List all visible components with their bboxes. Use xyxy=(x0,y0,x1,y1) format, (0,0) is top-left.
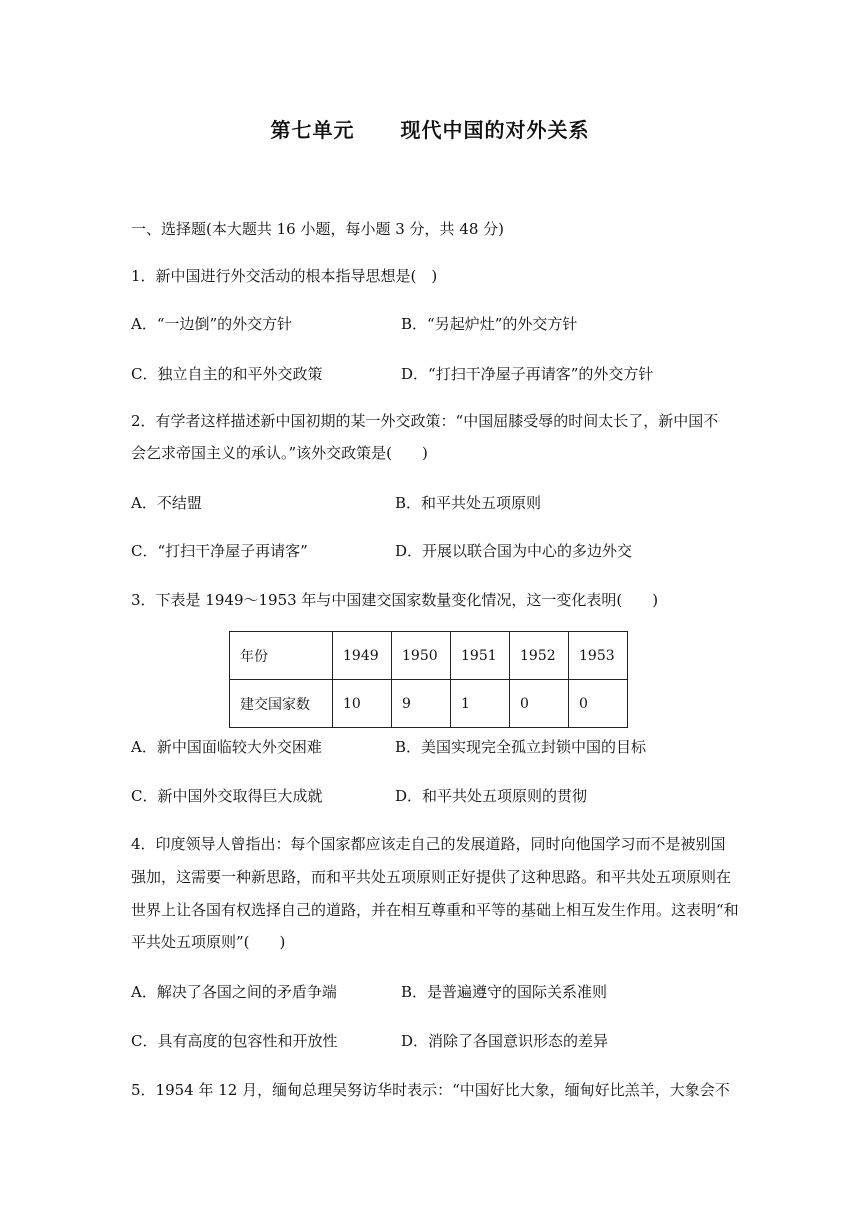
q4-option-a: A．解决了各国之间的矛盾争端 xyxy=(131,983,337,1001)
q4-option-b: B．是普遍遵守的国际关系准则 xyxy=(401,983,608,1001)
table-year-cell: 1953 xyxy=(569,632,628,680)
q4-stem-line-1: 4．印度领导人曾指出：每个国家都应该走自己的发展道路，同时向他国学习而不是被别国 xyxy=(131,835,726,853)
q3-option-a: A．新中国面临较大外交困难 xyxy=(131,738,322,756)
table-count-cell: 0 xyxy=(569,680,628,728)
q2-stem-line-1: 2．有学者这样描述新中国初期的某一外交政策：“中国屈膝受辱的时间太长了，新中国不 xyxy=(131,412,719,430)
table-year-cell: 1952 xyxy=(510,632,569,680)
q4-option-d: D．消除了各国意识形态的差异 xyxy=(401,1032,609,1050)
page-title xyxy=(0,114,860,143)
q3-option-c: C．新中国外交取得巨大成就 xyxy=(131,787,323,805)
table-header-label: 年份 xyxy=(230,632,333,680)
title-topic: 现代中国的对外关系 xyxy=(400,118,590,142)
q3-table xyxy=(229,631,628,728)
table-year-cell: 1949 xyxy=(333,632,392,680)
table-count-cell: 0 xyxy=(510,680,569,728)
q5-stem-line-1: 5．1954 年 12 月，缅甸总理吴努访华时表示：“中国好比大象，缅甸好比羔羊，大象会不 xyxy=(131,1081,730,1099)
q1-option-d: D．“打扫干净屋子再请客”的外交方针 xyxy=(401,365,654,383)
q1-option-b: B．“另起炉灶”的外交方针 xyxy=(401,315,578,333)
q2-stem-line-2: 会乞求帝国主义的承认。”该外交政策是( ) xyxy=(131,444,428,462)
table-row xyxy=(230,632,628,680)
q2-option-c: C．“打扫干净屋子再请客” xyxy=(131,542,308,560)
table-count-cell: 9 xyxy=(392,680,451,728)
q1-stem: 1．新中国进行外交活动的根本指导思想是( ) xyxy=(131,267,438,285)
q3-option-b: B．美国实现完全孤立封锁中国的目标 xyxy=(395,738,647,756)
q4-stem-line-4: 平共处五项原则”( ) xyxy=(131,933,286,951)
q3-option-d: D．和平共处五项原则的贯彻 xyxy=(395,787,588,805)
table-row-label: 建交国家数 xyxy=(230,680,333,728)
table-year-cell: 1951 xyxy=(451,632,510,680)
table-count-cell: 10 xyxy=(333,680,392,728)
q4-stem-line-3: 世界上让各国有权选择自己的道路，并在相互尊重和平等的基础上相互发生作用。这表明“和 xyxy=(131,901,739,919)
table-year-cell: 1950 xyxy=(392,632,451,680)
q2-option-a: A．不结盟 xyxy=(131,494,202,512)
table-count-cell: 1 xyxy=(451,680,510,728)
q2-option-d: D．开展以联合国为中心的多边外交 xyxy=(395,542,633,560)
q4-option-c: C．具有高度的包容性和开放性 xyxy=(131,1032,338,1050)
section-header: 一、选择题(本大题共 16 小题，每小题 3 分，共 48 分) xyxy=(131,220,505,238)
q2-option-b: B．和平共处五项原则 xyxy=(395,494,542,512)
title-unit: 第七单元 xyxy=(270,118,355,142)
q1-option-c: C．独立自主的和平外交政策 xyxy=(131,365,323,383)
q4-stem-line-2: 强加，这需要一种新思路，而和平共处五项原则正好提供了这种思路。和平共处五项原则在 xyxy=(131,868,732,886)
table-row xyxy=(230,680,628,728)
q3-stem: 3．下表是 1949～1953 年与中国建交国家数量变化情况，这一变化表明( ) xyxy=(131,591,659,609)
q1-option-a: A．“一边倒”的外交方针 xyxy=(131,315,293,333)
